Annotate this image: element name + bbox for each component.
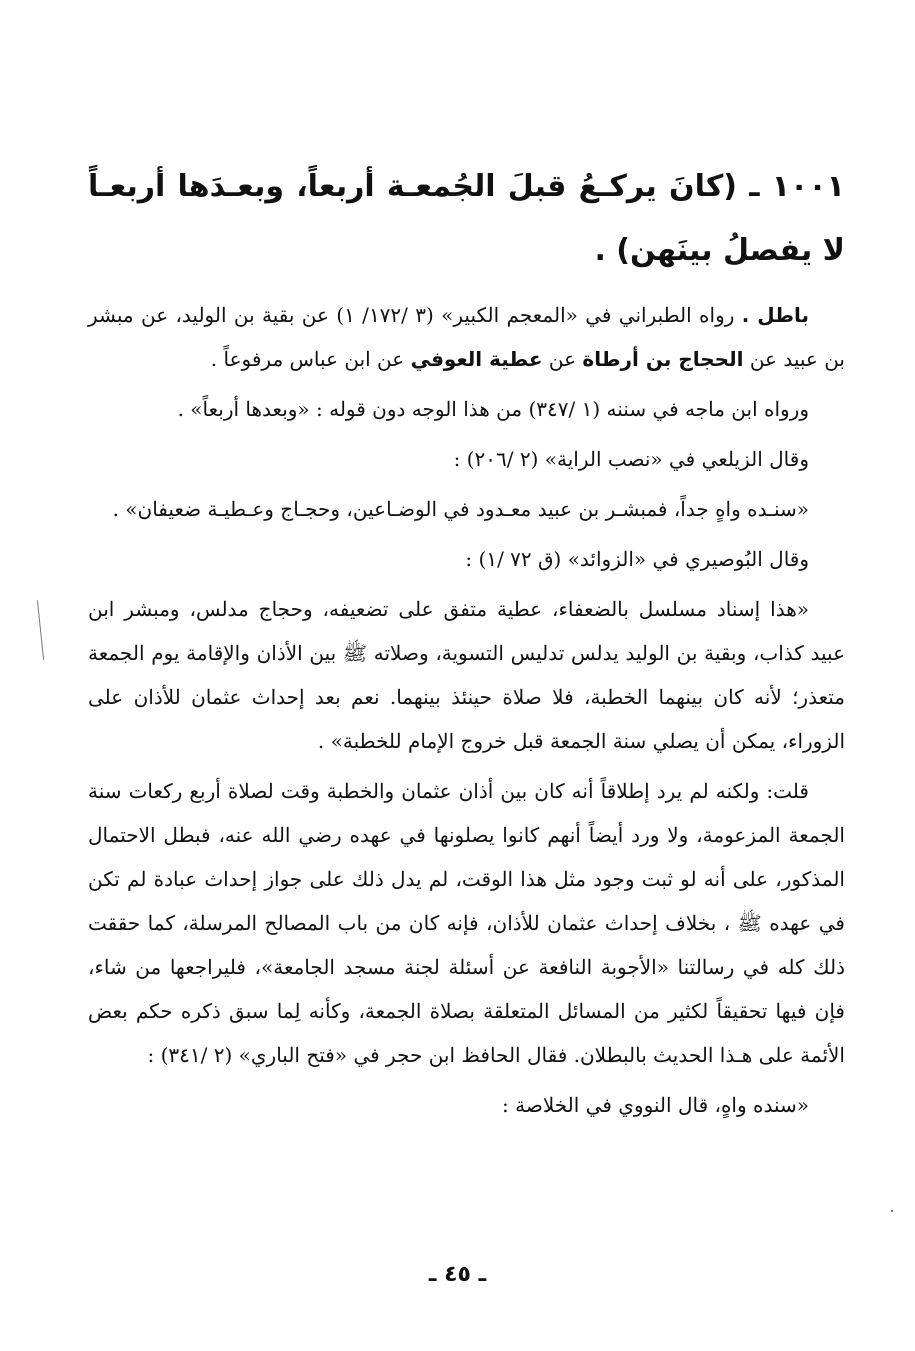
scan-margin-mark <box>37 600 44 660</box>
hadith-number: ١٠٠١ ـ <box>749 169 845 204</box>
paragraph-text: قلت: ولكنه لم يرد إطلاقاً أنه كان بين أذان عثمان والخطبة وقت لصلاة أربع ركعات سنة الجمعة المزعومة، ولا ورد أيضاً أنهم كانوا يصلونها في عهده رضي الله عنه، فبطل الاحتمال المذكور، على أنه لو ثبت وجود مثل هذا الوقت، لم يدل ذلك على جواز إحداث عبادة لم تكن في عهده ﷺ ، بخلاف إحداث عثمان للأذان، فإنه كان من باب المصالح المرسلة، كما حققت ذلك كله في رسالتنا «الأجوبة النافعة عن أسئلة لجنة مسجد الجامعة»، فليراجعها من شاء، فإن فيها تحقيقاً لكثير من المسائل المتعلقة بصلاة الجمعة، وكأنه لِما سبق ذكره حكم بعض الأئمة على هـذا الحديث بالبطلان. فقال الحافظ ابن حجر في «فتح الباري» (٢ /٣٤١) : <box>88 779 846 1067</box>
paragraph-ibn-majah <box>88 387 845 431</box>
paragraph-busiri <box>88 537 845 581</box>
quote-text: «سنده واهٍ، قال النووي في الخلاصة : <box>502 1093 809 1117</box>
narrator-name: عطية العوفي <box>410 347 543 371</box>
paragraph-zaylai <box>88 437 845 481</box>
paragraph-verdict <box>88 293 845 381</box>
verdict-label: باطل . <box>741 303 809 327</box>
paragraph-text: وقال البُوصيري في «الزوائد» (ق ٧٢ /١) : <box>465 547 809 571</box>
paragraph-text: عن <box>542 347 583 371</box>
quote-text: «هذا إسناد مسلسل بالضعفاء، عطية متفق على تضعيفه، وحجاج مدلس، ومبشر ابن عبيد كذاب، وبقية بن الوليد يدلس تدليس التسوية، وصلاته ﷺ بين الأذان والإقامة يوم الجمعة متعذر؛ لأنه كان بينهما الخطبة، فلا صلاة حينئذ بينهما. نعم بعد إحداث عثمان للأذان على الزوراء، يمكن أن يصلي سنة الجمعة قبل خروج الإمام للخطبة» . <box>88 597 845 753</box>
paragraph-text: رواه الطبراني في «المعجم الكبير» (٣ /١٧٢/ ١) عن بقية بن الوليد، عن مبشر بن عبيد عن <box>88 303 845 371</box>
quote-busiri <box>88 587 845 763</box>
quote-text: «سنـده واهٍ جداً، فمبشـر بن عبيد معـدود في الوضـاعين، وحجـاج وعـطيـة ضعيفان» . <box>112 497 809 521</box>
page-number: ـ ٤٥ ـ <box>428 1262 487 1287</box>
hadith-text: (كانَ يركـعُ قبلَ الجُمعـة أربعاً، وبعـدَها أربعـاً لا يفصلُ بينَهن) . <box>88 169 845 268</box>
paragraph-text: وقال الزيلعي في «نصب الراية» (٢ /٢٠٦) : <box>453 447 809 471</box>
hadith-heading <box>88 155 845 283</box>
quote-zaylai <box>88 487 845 531</box>
narrator-name: الحجاج بن أرطاة <box>582 347 744 371</box>
scan-speck <box>891 1210 893 1212</box>
quote-nawawi <box>88 1083 845 1127</box>
paragraph-text: عن ابن عباس مرفوعاً . <box>210 347 411 371</box>
paragraph-text: ورواه ابن ماجه في سننه (١ /٣٤٧) من هذا الوجه دون قوله : «وبعدها أربعاً» . <box>177 397 809 421</box>
page-content <box>88 155 845 1133</box>
paragraph-author-comment <box>88 769 845 1077</box>
